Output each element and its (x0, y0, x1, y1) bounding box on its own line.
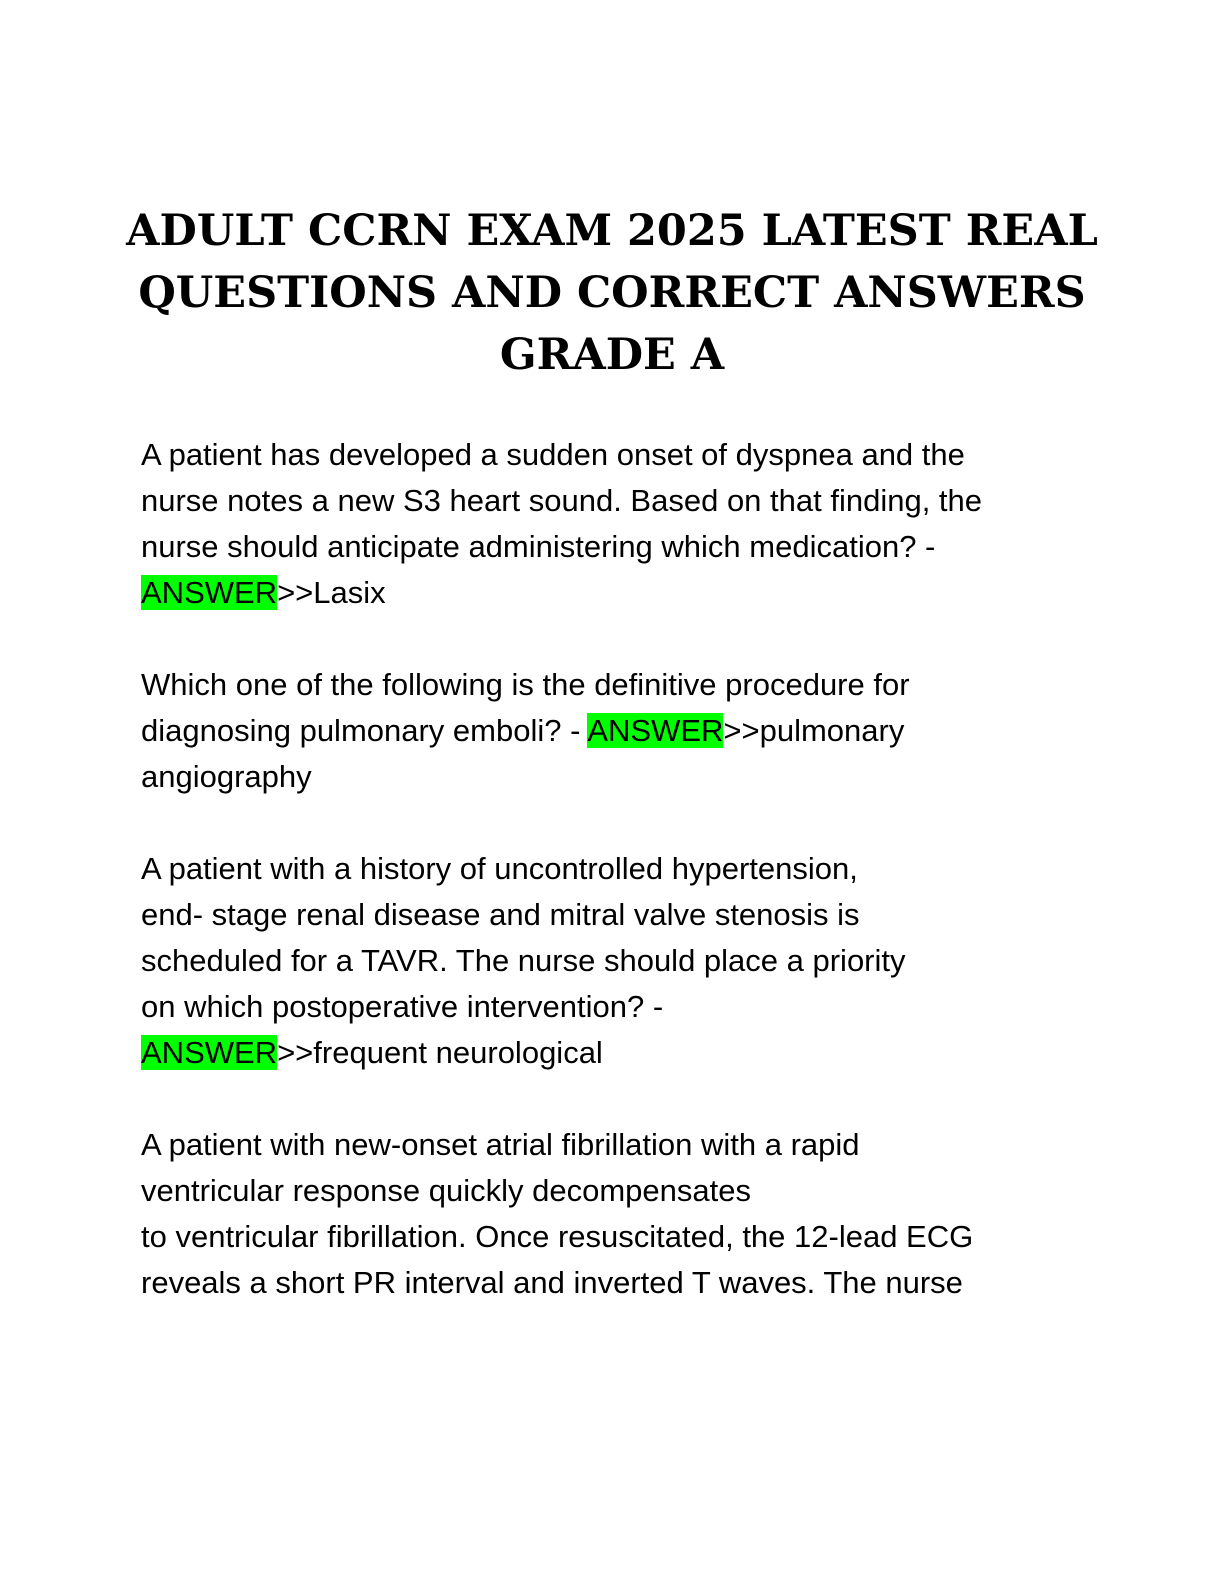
question-list (141, 432, 1141, 1352)
question-line: reveals a short PR interval and inverted T waves. The nurse (141, 1265, 963, 1300)
question-line: A patient with new-onset atrial fibrillation with a rapid (141, 1127, 860, 1162)
question-line: scheduled for a TAVR. The nurse should place a priority (141, 943, 906, 978)
question-line: on which postoperative intervention? - (141, 989, 664, 1024)
title-line: ADULT CCRN EXAM 2025 LATEST REAL (126, 206, 1098, 256)
document-title (0, 200, 1224, 386)
answer-line (141, 708, 1141, 754)
question-line: nurse should anticipate administering which medication? - (141, 529, 936, 564)
question-line: Which one of the following is the definitive procedure for (141, 667, 910, 702)
question-line: ventricular response quickly decompensates (141, 1173, 751, 1208)
answer-text: >>pulmonary (723, 713, 905, 748)
question-line: end- stage renal disease and mitral valve stenosis is (141, 897, 860, 932)
answer-text: >>frequent neurological (277, 1035, 603, 1070)
title-line: GRADE A (499, 330, 725, 380)
question-item (141, 846, 1141, 1076)
answer-line (141, 1030, 1141, 1076)
answer-label: ANSWER (141, 575, 278, 610)
answer-label: ANSWER (141, 1035, 278, 1070)
question-line: A patient with a history of uncontrolled hypertension, (141, 851, 858, 886)
answer-text: >>Lasix (277, 575, 386, 610)
question-item (141, 1122, 1141, 1306)
answer-line (141, 570, 1141, 616)
question-text: diagnosing pulmonary emboli? - (141, 713, 588, 748)
question-line: A patient has developed a sudden onset of dyspnea and the (141, 437, 965, 472)
question-item (141, 432, 1141, 616)
answer-label: ANSWER (587, 713, 724, 748)
title-line: QUESTIONS AND CORRECT ANSWERS (138, 268, 1086, 318)
answer-continuation: angiography (141, 759, 312, 794)
question-line: to ventricular fibrillation. Once resuscitated, the 12-lead ECG (141, 1219, 974, 1254)
question-line: nurse notes a new S3 heart sound. Based on that finding, the (141, 483, 983, 518)
question-item (141, 662, 1141, 800)
